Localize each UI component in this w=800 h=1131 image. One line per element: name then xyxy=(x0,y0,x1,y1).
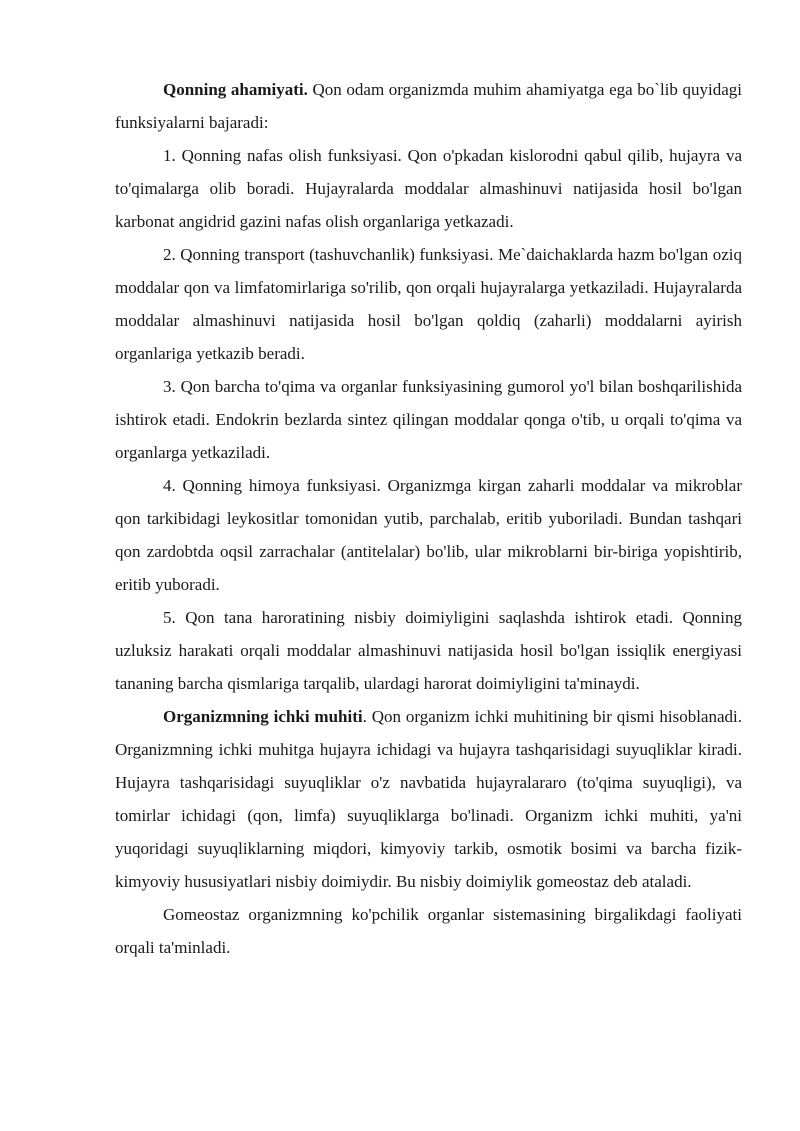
paragraph-text: . Qon organizm ichki muhitining bir qismi hisoblanadi. Organizmning ichki muhitga hujayra ichidagi va hujayra tashqarisidagi suyuqliklar kiradi. Hujayra tashqarisidagi suyuqliklar o'z navbatida hujayralararo (to'qima suyuqligi), va tomirlar ichidagi (qon, limfa) suyuqliklarga bo'linadi. Organizm ichki muhiti, ya'ni yuqoridagi suyuqliklarning miqdori, kimyoviy tarkib, osmotik bosimi va barcha fizik-kimyoviy hususiyatlari nisbiy doimiydir. Bu nisbiy doimiylik gomeostaz deb ataladi. xyxy=(115,707,742,891)
paragraph-internal-environment xyxy=(115,700,742,898)
paragraph-heading: Qonning ahamiyati. xyxy=(163,80,308,99)
document-body xyxy=(115,73,742,964)
paragraph-text: Qon odam organizmda muhim ahamiyatga ega bo`lib quyidagi funksiyalarni bajaradi: xyxy=(115,80,742,132)
paragraph-heading: Organizmning ichki muhiti xyxy=(163,707,363,726)
paragraph-humoral-regulation: 3. Qon barcha to'qima va organlar funksiyasining gumorol yo'l bilan boshqarilishida ishtirok etadi. Endokrin bezlarda sintez qilingan moddalar qonga o'tib, u orqali to'qima va organlarga yetkaziladi. xyxy=(115,377,742,462)
paragraph-respiratory-function: 1. Qonning nafas olish funksiyasi. Qon o'pkadan kislorodni qabul qilib, hujayra va to'qimalarga olib boradi. Hujayralarda moddalar almashinuvi natijasida hosil bo'lgan karbonat angidrid gazini nafas olish organlariga yetkazadi. xyxy=(115,146,742,231)
paragraph-blood-importance xyxy=(115,73,742,139)
paragraph-transport-function: 2. Qonning transport (tashuvchanlik) funksiyasi. Me`daichaklarda hazm bo'lgan oziq moddalar qon va limfatomirlariga so'rilib, qon orqali hujayralarga yetkaziladi. Hujayralarda moddalar almashinuvi natijasida hosil bo'lgan qoldiq (zaharli) moddalarni ayirish organlariga yetkazib beradi. xyxy=(115,245,742,363)
paragraph-protective-function: 4. Qonning himoya funksiyasi. Organizmga kirgan zaharli moddalar va mikroblar qon tarkibidagi leykositlar tomonidan yutib, parchalab, eritib yuboriladi. Bundan tashqari qon zardobtda oqsil zarrachalar (antitelalar) bo'lib, ular mikroblarni bir-biriga yopishtirib, eritib yuboradi. xyxy=(115,476,742,594)
paragraph-homeostasis: Gomeostaz organizmning ko'pchilik organlar sistemasining birgalikdagi faoliyati orqali ta'minladi. xyxy=(115,905,742,957)
paragraph-thermoregulation: 5. Qon tana haroratining nisbiy doimiyligini saqlashda ishtirok etadi. Qonning uzluksiz harakati orqali moddalar almashinuvi natijasida hosil bo'lgan issiqlik energiyasi tananing barcha qismlariga tarqalib, ulardagi harorat doimiyligini ta'minaydi. xyxy=(115,608,742,693)
